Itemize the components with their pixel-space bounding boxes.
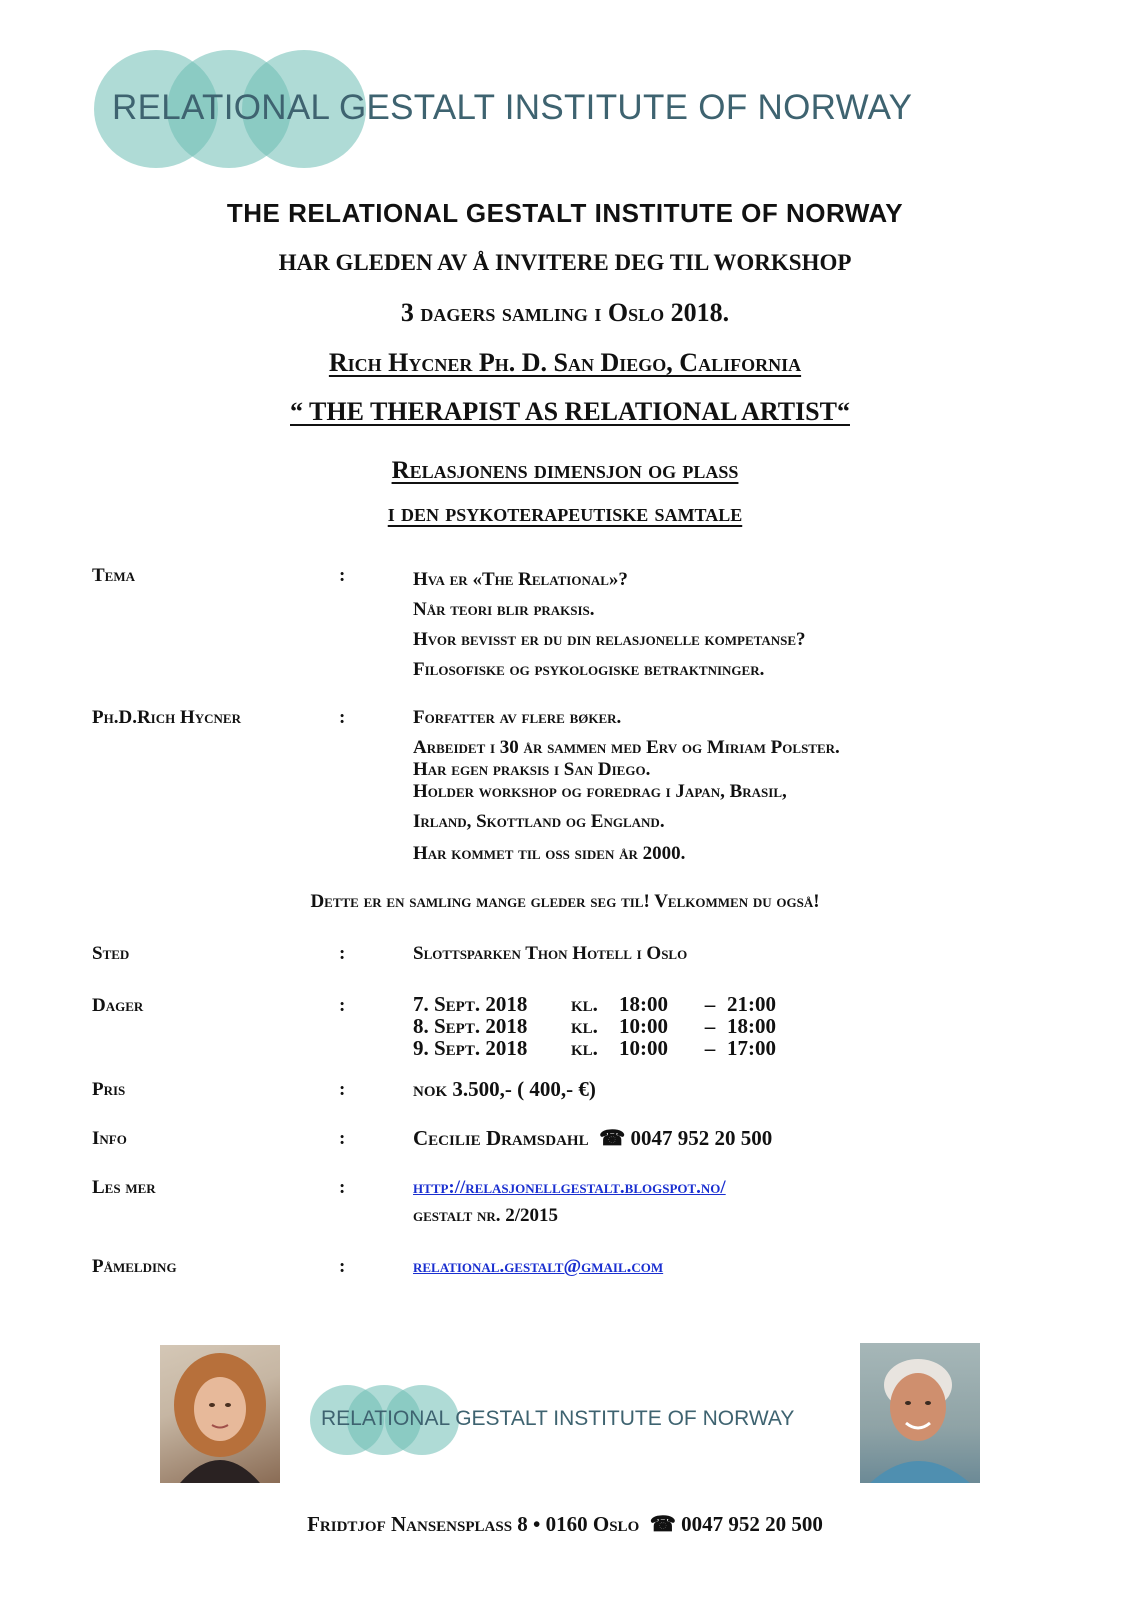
dager-colon: : <box>339 995 346 1016</box>
pamelding-colon: : <box>339 1256 346 1277</box>
info-phone: 0047 952 20 500 <box>630 1126 773 1150</box>
presenter-label: Ph.D.Rich Hycner <box>92 707 241 728</box>
workshop-title: “ THE THERAPIST AS RELATIONAL ARTIST“ <box>290 397 850 426</box>
pris-colon: : <box>339 1079 346 1100</box>
presenter-line: Irland, Skottland og England. <box>413 811 665 832</box>
subtitle-line-2: i den psykoterapeutiske samtale <box>387 500 743 527</box>
portrait-photo-rich-hycner <box>860 1343 980 1483</box>
les-mer-colon: : <box>339 1177 346 1198</box>
day-row <box>413 993 776 1015</box>
tema-list <box>413 565 806 685</box>
day-kl: kl. <box>571 1036 598 1060</box>
dager-list <box>413 993 776 1059</box>
info-value <box>413 1126 772 1151</box>
presenter-line: Har kommet til oss siden år 2000. <box>413 843 686 864</box>
dager-label: Dager <box>92 995 144 1016</box>
day-kl: kl. <box>571 992 598 1016</box>
tema-line: Hva er «The Relational»? <box>413 569 628 590</box>
day-date: 8. Sept. 2018 <box>413 1014 528 1038</box>
day-start: 10:00 <box>619 1014 668 1038</box>
presenter-colon: : <box>339 707 346 728</box>
portrait-illustration <box>160 1345 280 1483</box>
page-title: THE RELATIONAL GESTALT INSTITUTE OF NORWAY <box>226 198 904 228</box>
blog-link[interactable]: http://relasjonellgestalt.blogspot.no/ <box>413 1177 726 1198</box>
sted-value: Slottsparken Thon Hotell i Oslo <box>413 943 688 964</box>
day-date: 9. Sept. 2018 <box>413 1036 528 1060</box>
pris-value: nok 3.500,- ( 400,- €) <box>413 1077 596 1101</box>
footer-phone: 0047 952 20 500 <box>681 1512 823 1536</box>
day-start: 18:00 <box>619 992 668 1016</box>
day-dash: – <box>704 992 716 1016</box>
pamelding-value <box>413 1256 663 1278</box>
info-colon: : <box>339 1128 346 1149</box>
email-link[interactable]: relational.gestalt@gmail.com <box>413 1256 664 1277</box>
day-end: 18:00 <box>727 1014 776 1038</box>
day-end: 17:00 <box>727 1036 776 1060</box>
tema-line: Hvor bevisst er du din relasjonelle kompetanse? <box>413 629 806 650</box>
portrait-illustration <box>860 1343 980 1483</box>
day-end: 21:00 <box>727 992 776 1016</box>
tema-line: Når teori blir praksis. <box>413 599 595 620</box>
logo-text-part1: RELATIONAL <box>112 88 329 127</box>
footer-address: Fridtjof Nansensplass 8 • 0160 Oslo <box>307 1512 640 1536</box>
invite-line: HAR GLEDEN AV Å INVITERE DEG TIL WORKSHOP <box>278 250 852 275</box>
day-date: 7. Sept. 2018 <box>413 992 528 1016</box>
logo-text-part2: GESTALT INSTITUTE OF NORWAY <box>328 88 913 127</box>
pamelding-label: Påmelding <box>92 1256 177 1277</box>
day-row <box>413 1037 776 1059</box>
welcome-line: Dette er en samling mange gleder seg til! Velkommen du også! <box>310 891 820 912</box>
institute-logo <box>94 50 1034 170</box>
info-label: Info <box>92 1128 127 1149</box>
tema-label: Tema <box>92 565 136 586</box>
presenter-line: Forfatter av flere bøker. <box>413 707 622 728</box>
tema-colon: : <box>339 565 346 586</box>
phone-icon: ☎ <box>649 1512 676 1536</box>
logo-text <box>112 88 912 128</box>
footer-address-line <box>0 1512 1130 1537</box>
day-start: 10:00 <box>619 1036 668 1060</box>
les-mer-label: Les mer <box>92 1177 156 1198</box>
subtitle-line-1: Relasjonens dimensjon og plass <box>391 457 739 484</box>
day-dash: – <box>704 1036 716 1060</box>
sted-colon: : <box>339 943 346 964</box>
sted-label: Sted <box>92 943 130 964</box>
tema-line: Filosofiske og psykologiske betraktninger. <box>413 659 765 680</box>
event-line: 3 dagers samling i Oslo 2018. <box>400 298 730 327</box>
presenter-line: Holder workshop og foredrag i Japan, Brasil, <box>413 781 787 802</box>
day-row <box>413 1015 776 1037</box>
info-name: Cecilie Dramsdahl <box>413 1126 589 1150</box>
day-dash: – <box>704 1014 716 1038</box>
phone-icon: ☎ <box>599 1126 626 1150</box>
day-kl: kl. <box>571 1014 598 1038</box>
gestalt-note: gestalt nr. 2/2015 <box>413 1205 559 1226</box>
logo-text-part2: GESTALT INSTITUTE OF NORWAY <box>449 1407 795 1430</box>
logo-text <box>321 1407 794 1431</box>
les-mer-values <box>413 1177 726 1227</box>
portrait-photo-cecilie <box>160 1345 280 1483</box>
speaker-line: Rich Hycner Ph. D. San Diego, California <box>328 348 802 377</box>
presenter-line: Arbeidet i 30 år sammen med Erv og Miriam Polster. <box>413 737 840 758</box>
presenter-line: Har egen praksis i San Diego. <box>413 759 651 780</box>
pris-label: Pris <box>92 1079 126 1100</box>
footer-logo <box>310 1385 830 1457</box>
logo-text-part1: RELATIONAL <box>321 1407 450 1430</box>
